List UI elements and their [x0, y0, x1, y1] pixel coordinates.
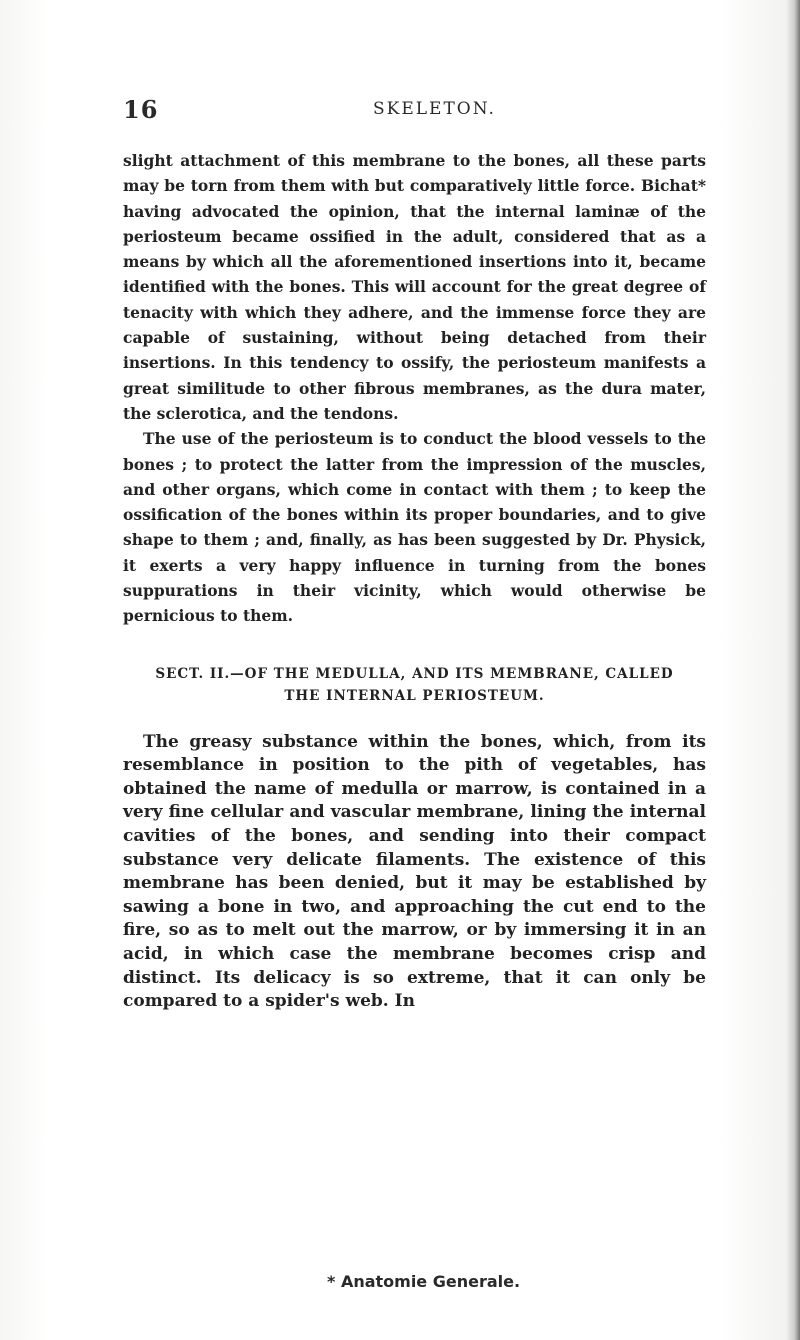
page-edge-shadow	[786, 0, 800, 1340]
section-heading	[123, 663, 706, 707]
running-head: SKELETON.	[373, 99, 496, 119]
page-number: 16	[123, 95, 159, 124]
page-header	[123, 95, 703, 125]
paragraph-1: slight attachment of this membrane to the bones, all these parts may be torn from them with but comparatively little force. Bichat* having advocated the opinion, that the internal laminæ of the periosteum became ossified in the adult, considered that as a means by which all the aforementioned insertions into it, became identified with the bones. This will account for the great degree of tenacity with which they adhere, and the immense force they are capable of sustaining, without being detached from their insertions. In this tendency to ossify, the periosteum manifests a great similitude to other fibrous membranes, as the dura mater, the sclerotica, and the tendons.	[123, 151, 706, 423]
paragraph-2: The use of the periosteum is to conduct the blood vessels to the bones ; to protect the latter from the impression of the muscles, and other organs, which come in contact with them ; to keep the ossification of the bones within its proper boundaries, and to give shape to them ; and, finally, as has been suggested by Dr. Physick, it exerts a very happy influence in turning from the bones suppurations in their vicinity, which would otherwise be pernicious to them.	[123, 429, 706, 626]
section-heading-line-2: THE INTERNAL PERIOSTEUM.	[284, 687, 545, 704]
footnote: * Anatomie Generale.	[327, 1272, 521, 1291]
page-body	[123, 148, 706, 1014]
paragraph-3: The greasy substance within the bones, which, from its resemblance in position to the pith of vegetables, has obtained the name of medulla or marrow, is contained in a very fine cellular and vascular membrane, lining the internal cavities of the bones, and sending into their compact substance very delicate filaments. The existence of this membrane has been denied, but it may be established by sawing a bone in two, and approaching the cut end to the fire, so as to melt out the marrow, or by immersing it in an acid, in which case the membrane becomes crisp and distinct. Its delicacy is so extreme, that it can only be compared to a spider's web. In	[123, 731, 706, 1012]
section-heading-line-1: SECT. II.—OF THE MEDULLA, AND ITS MEMBRANE, CALLED	[155, 665, 674, 682]
